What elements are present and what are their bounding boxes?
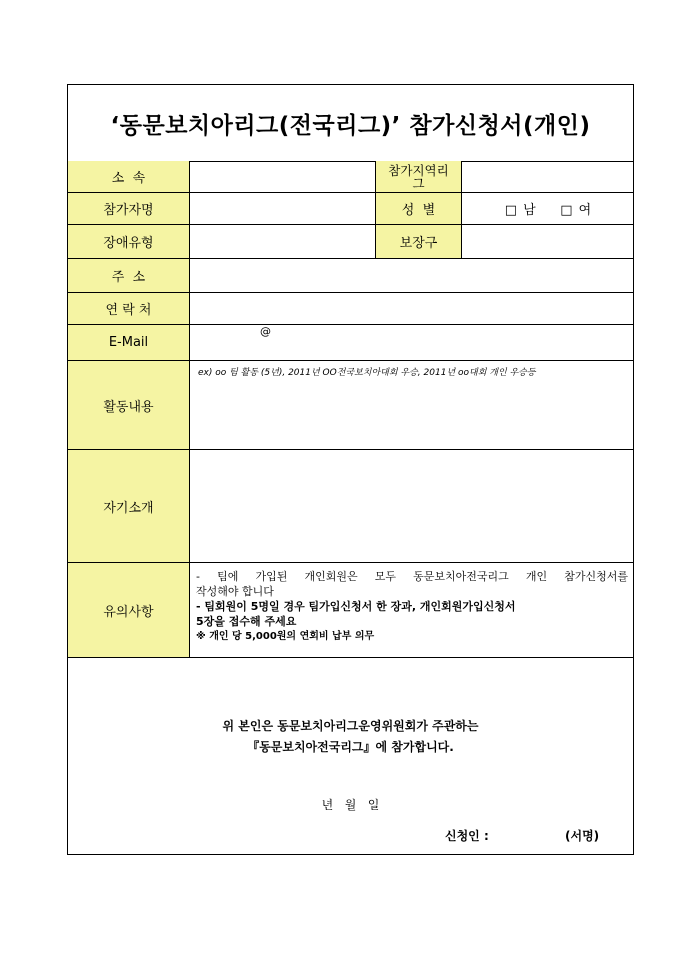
application-form	[67, 84, 634, 855]
declaration-line-2: 『동문보치아전국리그』에 참가합니다.	[247, 740, 454, 754]
guardian-label-text: 보장구	[399, 236, 438, 251]
email-label	[68, 325, 189, 360]
notes-text	[190, 563, 634, 657]
address-label-text: 주 소	[111, 270, 146, 285]
contact-label-text: 연 락 처	[105, 303, 152, 318]
gender-label	[375, 193, 461, 224]
guardian-label	[375, 225, 461, 258]
row-name	[68, 193, 633, 225]
notes-line-1: - 팀에 가입된 개인회원은 모두 동문보치아전국리그 개인 참가신청서를	[196, 570, 628, 583]
disability-input[interactable]	[189, 225, 375, 258]
row-self-intro	[68, 450, 633, 563]
region-input[interactable]	[461, 161, 634, 192]
gender-label-text: 성 별	[401, 203, 436, 218]
disability-label	[68, 225, 189, 258]
region-label	[375, 161, 461, 192]
contact-label	[68, 293, 189, 324]
gender-options[interactable]	[461, 193, 634, 224]
row-notes	[68, 563, 633, 658]
row-disability	[68, 225, 633, 259]
notes-content	[189, 563, 634, 657]
signature-label: (서명)	[565, 829, 600, 843]
activities-label-text: 활동내용	[103, 399, 154, 415]
gender-options-text[interactable]: □ 남 □ 여	[504, 203, 592, 218]
contact-input[interactable]	[189, 293, 634, 324]
notes-line-4: 5장을 접수해 주세요	[196, 615, 297, 628]
applicant-label: 신청인 :	[445, 829, 489, 843]
name-label-text: 참가자명	[103, 203, 154, 218]
disability-label-text: 장애유형	[103, 236, 154, 251]
declaration-date: 년 월 일	[321, 798, 380, 812]
activities-textarea[interactable]	[189, 361, 634, 449]
notes-line-5: ※ 개인 당 5,000원의 연회비 납부 의무	[196, 631, 375, 642]
notes-line-2: 작성해야 합니다	[196, 585, 274, 598]
address-input[interactable]	[189, 259, 634, 292]
email-label-text: E-Mail	[108, 335, 149, 350]
affiliation-label	[68, 161, 189, 192]
email-at-sign: @	[260, 325, 271, 338]
address-label	[68, 259, 189, 292]
row-activities	[68, 361, 633, 450]
notes-line-3: - 팀회원이 5명일 경우 팀가입신청서 한 장과, 개인회원가입신청서	[196, 600, 516, 613]
self-intro-textarea[interactable]	[189, 450, 634, 562]
name-label	[68, 193, 189, 224]
notes-label	[68, 563, 189, 657]
notes-label-text: 유의사항	[103, 604, 154, 620]
name-input[interactable]	[189, 193, 375, 224]
self-intro-label-text: 자기소개	[103, 500, 154, 516]
activities-label	[68, 361, 189, 449]
form-title: ‘동문보치아리그(전국리그)’ 참가신청서(개인)	[68, 85, 633, 162]
activities-hint: ex) oo 팀 활동 (5년), 2011년 OO전국보치아대회 우승, 2011년 oo대회 개인 우승등	[198, 368, 536, 378]
region-label-text: 참가지역리그	[388, 162, 449, 191]
affiliation-label-text: 소 속	[111, 171, 146, 186]
row-address	[68, 259, 633, 293]
self-intro-label	[68, 450, 189, 562]
email-input[interactable]	[189, 325, 634, 360]
row-affiliation	[68, 161, 633, 193]
guardian-input[interactable]	[461, 225, 634, 258]
row-contact	[68, 293, 633, 325]
declaration-line-1: 위 본인은 동문보치아리그운영위원회가 주관하는	[222, 719, 479, 733]
row-email	[68, 325, 633, 361]
affiliation-input[interactable]	[189, 161, 375, 192]
